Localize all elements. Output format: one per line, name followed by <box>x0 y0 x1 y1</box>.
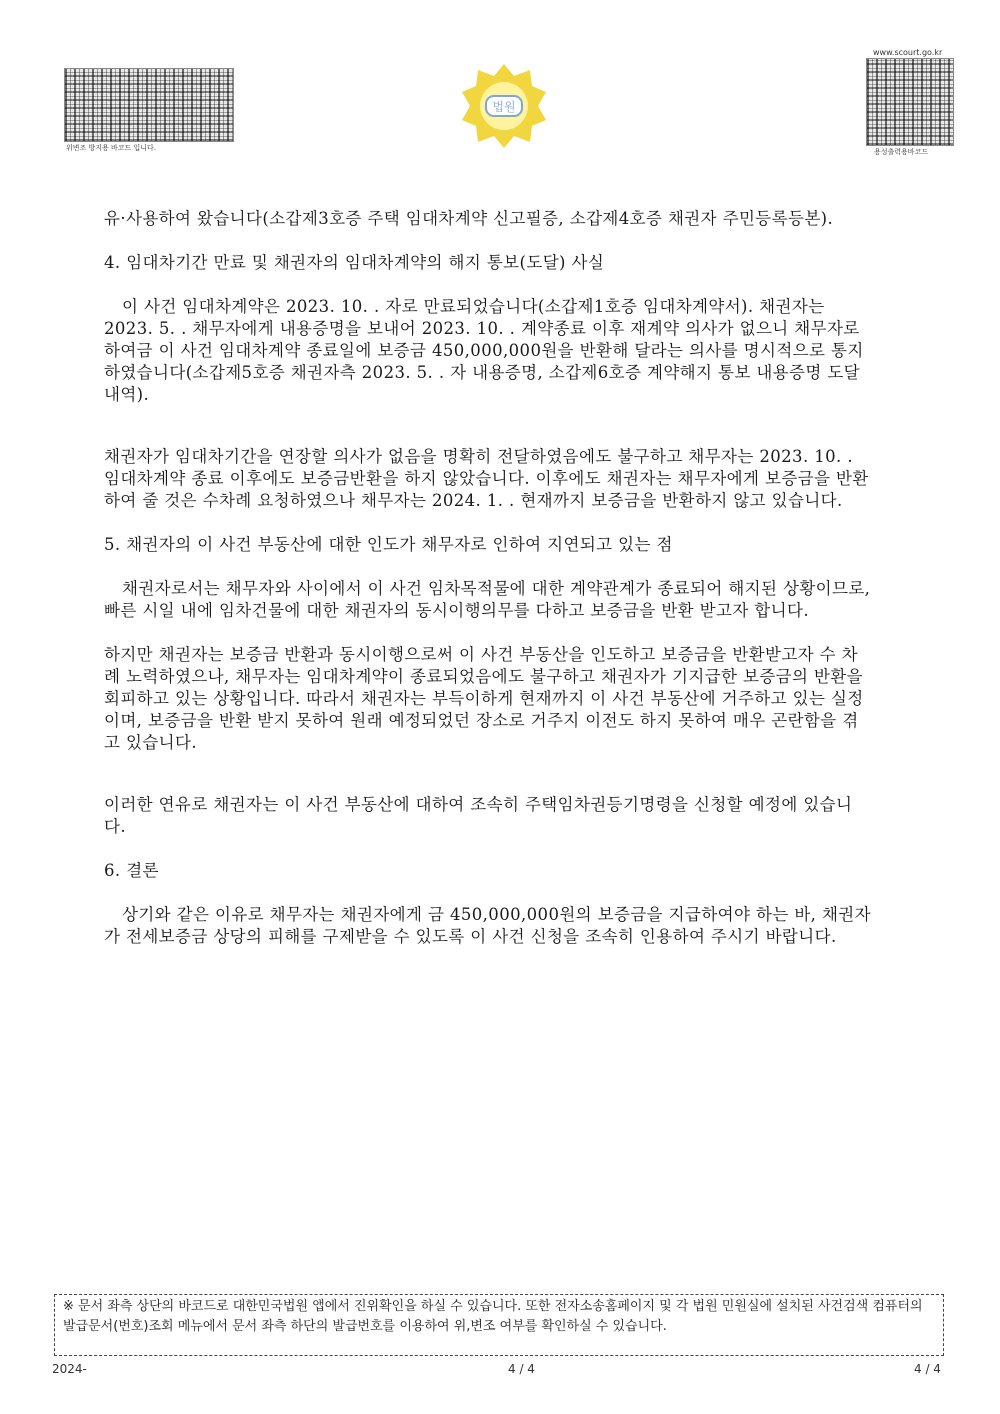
verification-notice: ※ 문서 좌측 상단의 바코드로 대한민국법원 앱에서 진위확인을 하실 수 있습니다. 또한 전자소송홈페이지 및 각 법원 민원실에 설치된 사건검색 컴퓨터의 발급문서(번호)조회 메뉴에서 문서 좌측 하단의 발급번호를 이용하여 위,변조 여부를 확인하실 수 있습니다. <box>54 1294 944 1356</box>
paragraph: 이 사건 임대차계약은 2023. 10. . 자로 만료되었습니다(소갑제1호증 임대차계약서). 채권자는 2023. 5. . 채무자에게 내용증명을 보내어 2023. 10. . 계약종료 이후 재계약 의사가 없으니 채무자로 하여금 이 사건 임대차계약 종료일에 보증금 450,000,000원을 반환해 달라는 의사를 명시적으로 통지하였습니다(소갑제5호증 채권자측 2023. 5. . 자 내용증명, 소갑제6호증 계약해지 통보 내용증명 도달내역). <box>104 297 864 404</box>
left-barcode-caption: 위변조 방지용 바코드 입니다. <box>66 144 157 152</box>
issue-number: 2024- <box>52 1362 87 1376</box>
anti-forgery-barcode <box>64 68 234 142</box>
section-heading-6: 6. 결론 <box>104 861 159 880</box>
page-number-right: 4 / 4 <box>914 1362 941 1376</box>
svg-text:법원: 법원 <box>492 100 516 114</box>
section-heading-4: 4. 임대차기간 만료 및 채권자의 임대차계약의 해지 통보(도달) 사실 <box>104 253 605 272</box>
print-barcode <box>866 58 954 146</box>
right-barcode-caption: 용성출력용바코드 <box>874 148 929 156</box>
court-seal-logo <box>460 62 548 150</box>
paragraph: 하지만 채권자는 보증금 반환과 동시이행으로써 이 사건 부동산을 인도하고 보증금을 반환받고자 수 차례 노력하였으나, 채무자는 임대차계약이 종료되었음에도 불구하고 채권자가 기지급한 보증금의 반환을 회피하고 있는 상황입니다. 따라서 채권자는 부득이하게 현재까지 이 사건 부동산에 거주하고 있는 실정이며, 보증금을 반환 받지 못하여 원래 예정되었던 장소로 거주지 이전도 하지 못하여 매우 곤란함을 겪고 있습니다. <box>104 645 864 752</box>
paragraph: 상기와 같은 이유로 채무자는 채권자에게 금 450,000,000원의 보증금을 지급하여야 하는 바, 채권자가 전세보증금 상당의 피해를 구제받을 수 있도록 이 사건 신청을 조속히 인용하여 주시기 바랍니다. <box>104 905 871 946</box>
page-number-center: 4 / 4 <box>508 1362 535 1376</box>
paragraph: 유·사용하여 왔습니다(소갑제3호증 주택 임대차계약 신고필증, 소갑제4호증 채권자 주민등록등본). <box>104 209 834 228</box>
paragraph: 이러한 연유로 채권자는 이 사건 부동산에 대하여 조속히 주택임차권등기명령을 신청할 예정에 있습니다. <box>104 795 853 836</box>
document-body <box>104 208 874 948</box>
section-heading-5: 5. 채권자의 이 사건 부동산에 대한 인도가 채무자로 인하여 지연되고 있는 점 <box>104 535 673 554</box>
paragraph: 채권자가 임대차기간을 연장할 의사가 없음을 명확히 전달하였음에도 불구하고 채무자는 2023. 10. . 임대차계약 종료 이후에도 보증금반환을 하지 않았습니다. 이후에도 채권자는 채무자에게 보증금을 반환하여 줄 것은 수차례 요청하였으나 채무자는 2024. 1. . 현재까지 보증금을 반환하지 않고 있습니다. <box>104 447 869 510</box>
court-url: www.scourt.go.kr <box>873 48 943 57</box>
paragraph: 채권자로서는 채무자와 사이에서 이 사건 임차목적물에 대한 계약관계가 종료되어 해지된 상황이므로, 빠른 시일 내에 임차건물에 대한 채권자의 동시이행의무를 다하고 보증금을 반환 받고자 합니다. <box>104 579 871 620</box>
